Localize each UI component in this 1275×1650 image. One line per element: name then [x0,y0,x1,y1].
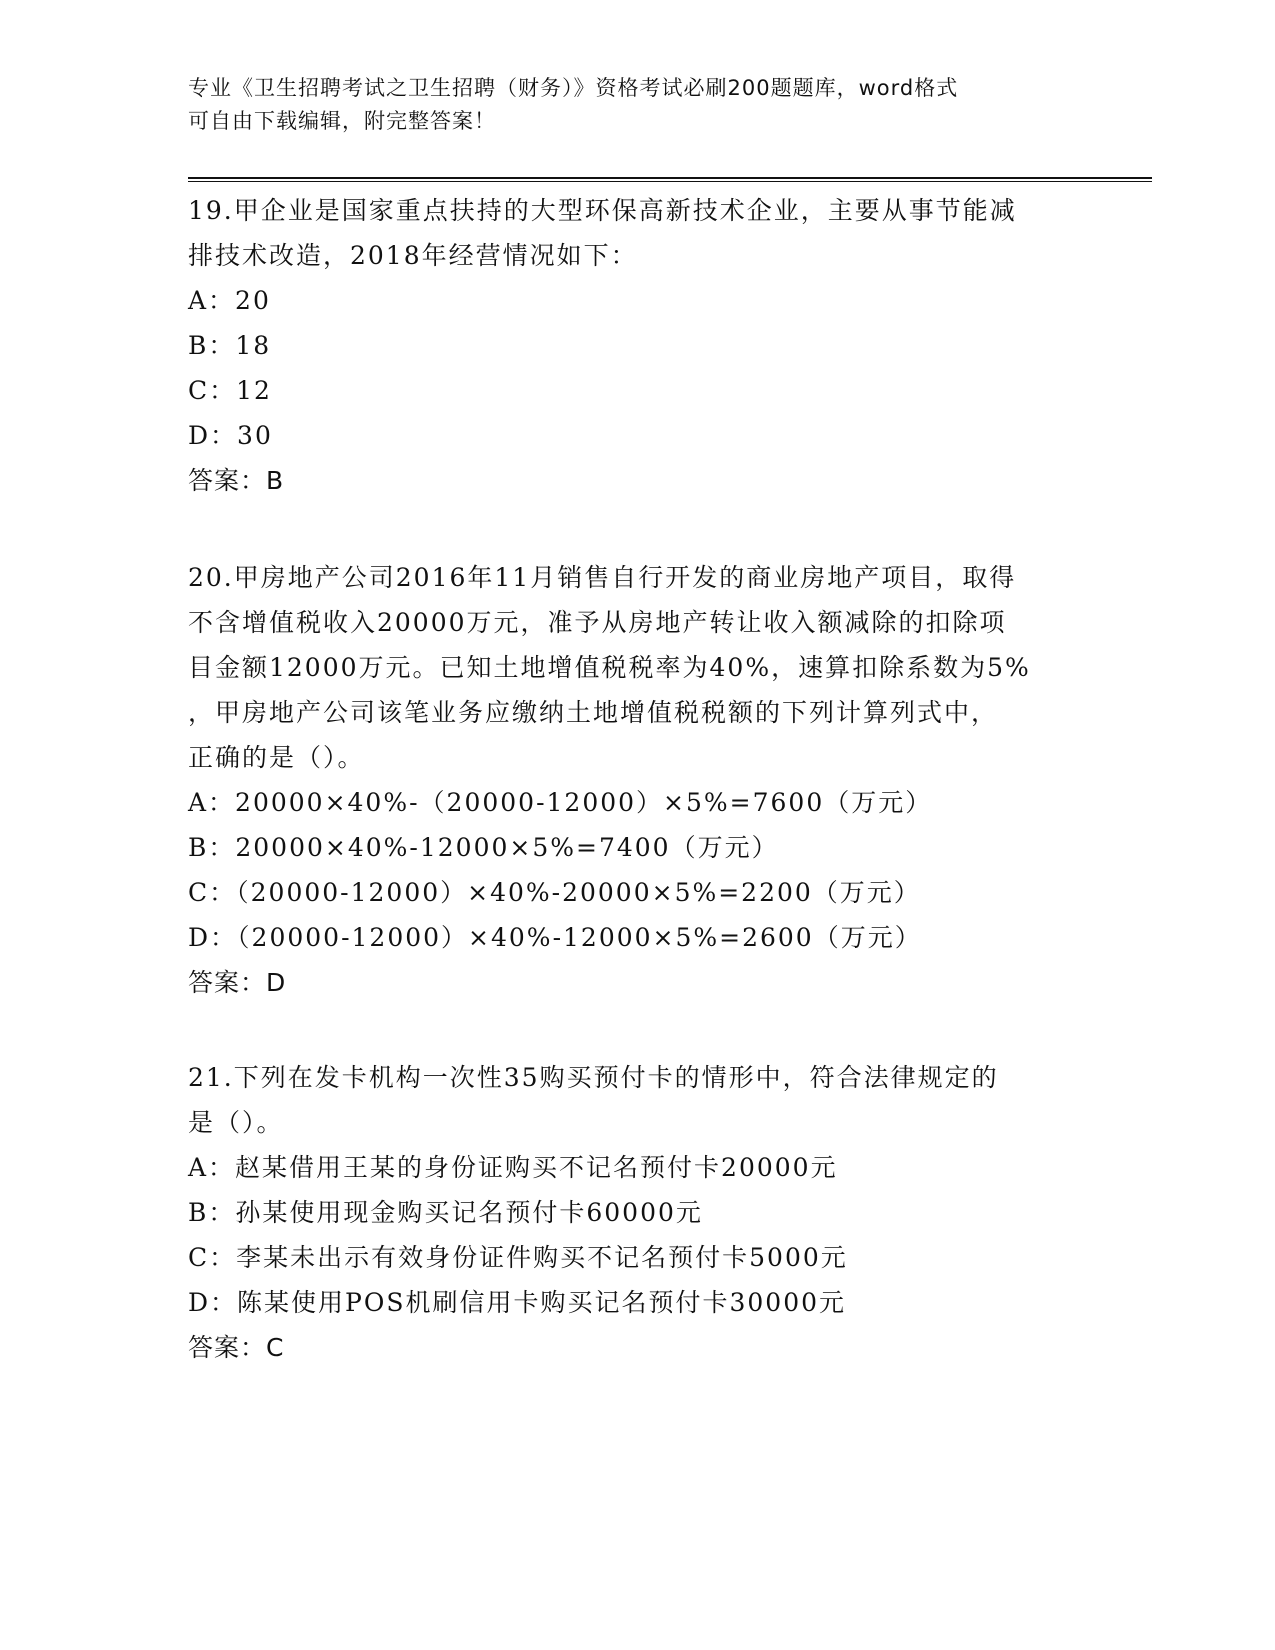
option-c: C：李某未出示有效身份证件购买不记名预付卡5000元 [188,1243,848,1272]
answer: 答案：B [188,466,285,495]
question-text-line: 目金额12000万元。已知土地增值税税率为40%，速算扣除系数为5% [188,653,1031,682]
answer: 答案：D [188,968,287,997]
header-divider [188,177,1152,182]
option-a: A：赵某借用王某的身份证购买不记名预付卡20000元 [188,1153,838,1182]
header-line-1: 专业《卫生招聘考试之卫生招聘（财务）》资格考试必刷200题题库，word格式 [188,76,959,100]
option-c: C：12 [188,376,272,405]
option-c: C：（20000-12000）×40%-20000×5%=2200（万元） [188,878,921,907]
question-text-line: 正确的是（）。 [188,743,365,772]
question-text-line: 排技术改造，2018年经营情况如下： [188,241,638,270]
option-b: B：18 [188,331,272,360]
document-header [188,72,1068,138]
question-text-line: 19.甲企业是国家重点扶持的大型环保高新技术企业，主要从事节能减 [188,196,1017,225]
question-text-line: 是（）。 [188,1108,284,1137]
option-d: D：30 [188,421,273,450]
question-text-line: 20.甲房地产公司2016年11月销售自行开发的商业房地产项目，取得 [188,563,1017,592]
question-text-line: 不含增值税收入20000万元，准予从房地产转让收入额减除的扣除项 [188,608,1007,637]
question-21 [188,1055,1088,1370]
option-d: D：（20000-12000）×40%-12000×5%=2600（万元） [188,923,922,952]
header-line-2: 可自由下载编辑，附完整答案！ [188,109,496,133]
option-a: A：20000×40%-（20000-12000）×5%=7600（万元） [188,788,933,817]
option-b: B：孙某使用现金购买记名预付卡60000元 [188,1198,703,1227]
answer: 答案：C [188,1333,285,1362]
option-b: B：20000×40%-12000×5%=7400（万元） [188,833,779,862]
question-20 [188,555,1088,1005]
option-d: D：陈某使用POS机刷信用卡购买记名预付卡30000元 [188,1288,847,1317]
question-19 [188,188,1088,503]
option-a: A：20 [188,286,271,315]
question-text-line: 21.下列在发卡机构一次性35购买预付卡的情形中，符合法律规定的 [188,1063,999,1092]
question-text-line: ，甲房地产公司该笔业务应缴纳土地增值税税额的下列计算列式中， [188,698,999,727]
